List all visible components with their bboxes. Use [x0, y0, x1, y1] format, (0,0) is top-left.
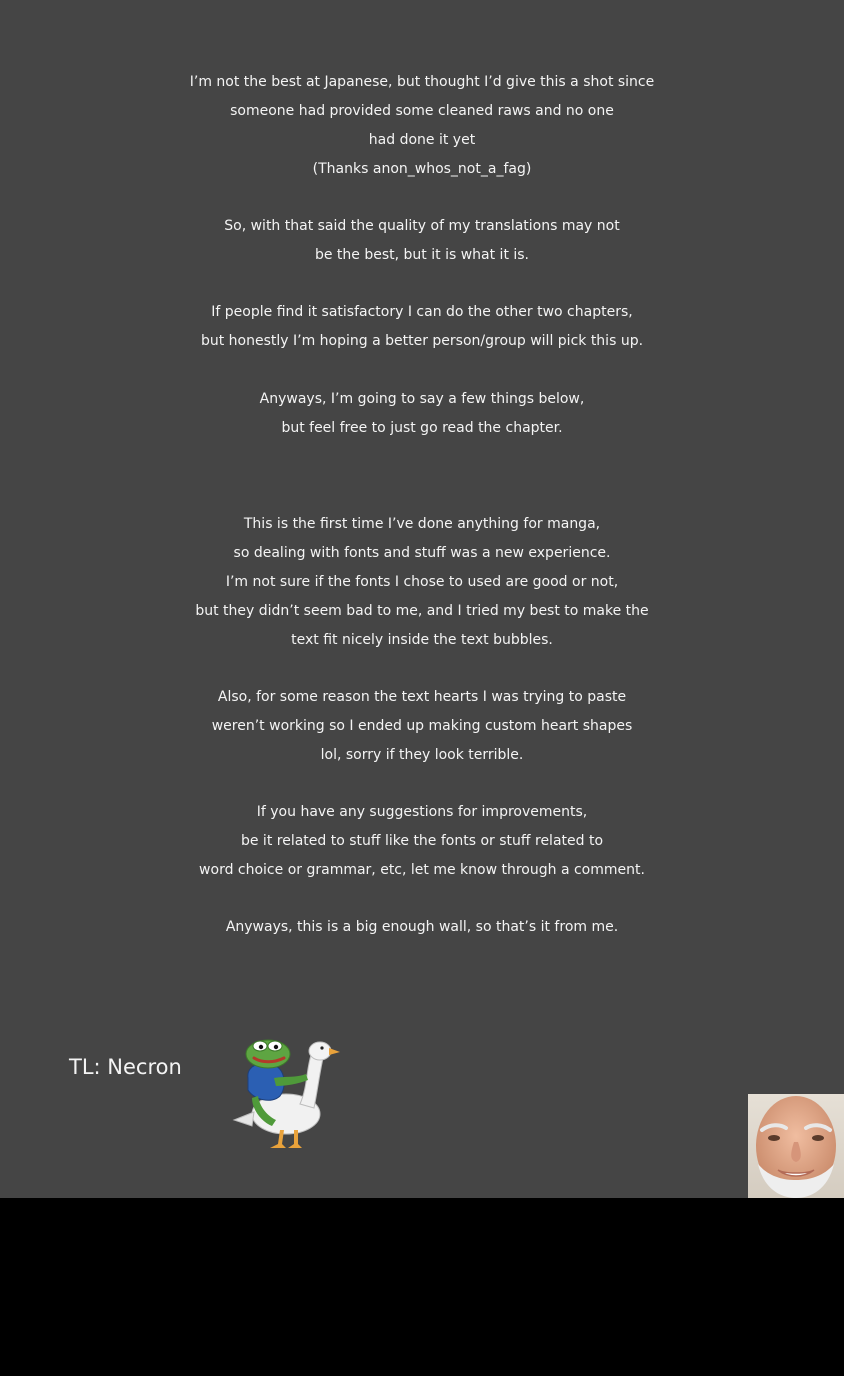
text-line: word choice or grammar, etc, let me know through a comment.: [199, 862, 645, 878]
text-line: so dealing with fonts and stuff was a new experience.: [233, 545, 611, 561]
text-line: I’m not the best at Japanese, but thought I’d give this a shot since: [189, 74, 655, 90]
text-line: I’m not sure if the fonts I chose to used are good or not,: [225, 574, 619, 590]
frog-riding-goose-icon: [228, 1034, 344, 1154]
text-line: Also, for some reason the text hearts I was trying to paste: [217, 689, 627, 705]
text-line: If people find it satisfactory I can do the other two chapters,: [211, 304, 633, 320]
text-line: Anyways, I’m going to say a few things below,: [259, 391, 585, 407]
translator-credit: TL: Necron: [69, 1055, 182, 1079]
text-line: If you have any suggestions for improvements,: [256, 804, 588, 820]
paragraph-quality: [0, 212, 844, 270]
text-line: Anyways, this is a big enough wall, so that’s it from me.: [225, 919, 619, 935]
text-line: So, with that said the quality of my translations may not: [224, 218, 620, 234]
text-line: had done it yet: [368, 132, 476, 148]
text-line: be it related to stuff like the fonts or stuff related to: [240, 833, 604, 849]
paragraph-closing: [0, 913, 844, 942]
paragraph-suggestions: [0, 798, 844, 885]
text-line: be the best, but it is what it is.: [314, 247, 530, 263]
text-line: but feel free to just go read the chapter.: [281, 420, 563, 436]
text-line: text fit nicely inside the text bubbles.: [291, 632, 553, 648]
text-line: weren’t working so I ended up making custom heart shapes: [211, 718, 633, 734]
paragraph-first-time: [0, 510, 844, 655]
letterbox-bar: [0, 1198, 844, 1376]
text-line: but they didn’t seem bad to me, and I tried my best to make the: [195, 603, 649, 619]
paragraph-other-chapters: [0, 298, 844, 356]
paragraph-anyways: [0, 385, 844, 443]
text-line: (Thanks anon_whos_not_a_fag): [312, 161, 532, 177]
old-man-photo-icon: [748, 1094, 844, 1198]
paragraph-hearts: [0, 683, 844, 770]
text-line: but honestly I’m hoping a better person/group will pick this up.: [200, 333, 644, 349]
text-line: someone had provided some cleaned raws and no one: [230, 103, 614, 119]
text-line: lol, sorry if they look terrible.: [320, 747, 524, 763]
text-line: This is the first time I’ve done anything for manga,: [243, 516, 601, 532]
paragraph-intro: [0, 68, 844, 184]
